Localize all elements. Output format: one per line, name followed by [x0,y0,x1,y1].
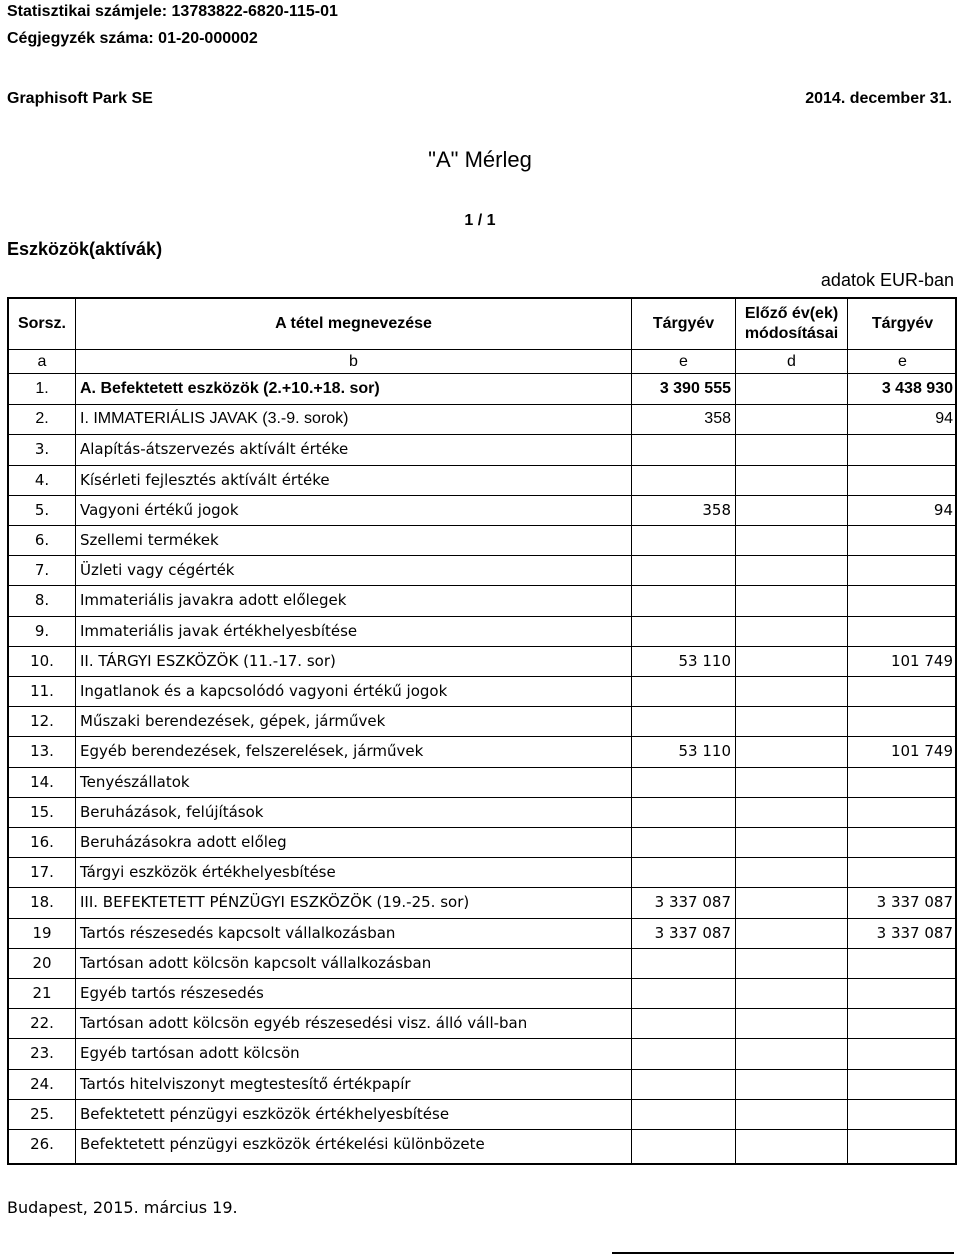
row-current-year [848,616,957,646]
row-prev-year: 358 [704,410,731,427]
col-header-current-year: Tárgyév [871,315,934,332]
row-current-year [848,1008,957,1038]
row-current-year: 3 337 087 [876,924,953,942]
row-prev-year: 358 [702,501,731,519]
row-number: 3. [34,440,50,458]
row-modifications [736,1008,847,1038]
col-header-name: A tétel megnevezése [275,315,432,332]
row-number: 11. [30,682,54,700]
row-modifications [736,887,847,917]
row-prev-year: 53 110 [678,742,731,760]
row-name: Üzleti vagy cégérték [80,561,235,579]
row-current-year [848,948,957,978]
row-modifications [736,525,847,555]
row-current-year [848,767,957,797]
row-name: Immateriális javak értékhelyesbítése [80,622,358,640]
row-name: Tartós hitelviszonyt megtestesítő értékpapír [80,1075,411,1093]
registration-number: Cégjegyzék száma: 01-20-000002 [7,30,258,47]
row-prev-year: 3 337 087 [654,924,731,942]
row-number: 13. [30,742,54,760]
row-current-year [848,676,957,706]
row-prev-year [632,676,735,706]
row-name: Befektetett pénzügyi eszközök értékelési különbözete [80,1135,485,1153]
row-current-year [848,827,957,857]
company-name: Graphisoft Park SE [7,90,153,107]
row-modifications [736,978,847,1008]
row-prev-year [632,1008,735,1038]
row-modifications [736,1099,847,1129]
row-name: Tenyészállatok [80,773,190,791]
row-name: Immateriális javakra adott előlegek [80,591,347,609]
row-modifications [736,404,847,434]
col-header-modifications-line1: Előző év(ek) [744,305,839,322]
row-name: Beruházások, felújítások [80,803,264,821]
row-number: 10. [30,652,54,670]
col-header-sorsz: Sorsz. [17,315,66,332]
row-modifications [736,827,847,857]
row-modifications [736,465,847,495]
row-current-year [848,1129,957,1159]
row-prev-year [632,978,735,1008]
row-prev-year [632,706,735,736]
row-number: 8. [34,591,50,609]
row-modifications [736,616,847,646]
row-number: 21 [32,984,52,1002]
row-modifications [736,948,847,978]
row-current-year [848,1038,957,1068]
row-current-year [848,1099,957,1129]
row-name: Műszaki berendezések, gépek, járművek [80,712,386,730]
row-number: 23. [30,1044,54,1062]
col-header-modifications-line2: módosításai [744,325,839,342]
row-number: 17. [30,863,54,881]
row-modifications [736,434,847,464]
row-current-year [848,706,957,736]
row-prev-year [632,434,735,464]
row-prev-year [632,797,735,827]
row-current-year: 94 [933,501,953,519]
row-prev-year [632,1069,735,1099]
row-number: 2. [35,410,49,427]
row-modifications [736,1129,847,1159]
row-name: Tartósan adott kölcsön egyéb részesedési visz. álló váll-ban [80,1014,528,1032]
row-number: 14. [30,773,54,791]
row-current-year [848,797,957,827]
row-current-year: 101 749 [890,652,953,670]
row-modifications [736,585,847,615]
row-prev-year [632,767,735,797]
col-header-prev-year: Tárgyév [652,315,715,332]
row-modifications [736,736,847,766]
row-prev-year [632,827,735,857]
row-current-year [848,857,957,887]
row-number: 5. [34,501,50,519]
row-number: 18. [30,893,54,911]
row-prev-year [632,857,735,887]
row-prev-year [632,1099,735,1129]
row-number: 20 [32,954,52,972]
row-current-year: 101 749 [890,742,953,760]
row-prev-year: 53 110 [678,652,731,670]
document-title: "A" Mérleg [428,147,532,172]
row-number: 26. [30,1135,54,1153]
row-modifications [736,918,847,948]
row-modifications [736,706,847,736]
row-current-year [848,1069,957,1099]
signature-line [612,1252,954,1254]
row-name: Egyéb tartós részesedés [80,984,264,1002]
page-number: 1 / 1 [464,212,496,229]
row-current-year [848,525,957,555]
row-prev-year [632,555,735,585]
row-number: 1. [35,380,49,397]
row-current-year [848,465,957,495]
row-name: Tartós részesedés kapcsolt vállalkozásban [80,924,396,942]
row-name: Alapítás-átszervezés aktívált értéke [80,440,349,458]
row-number: 6. [34,531,50,549]
statistical-id: Statisztikai számjele: 13783822-6820-115-01 [7,3,338,20]
row-name: III. BEFEKTETETT PÉNZÜGYI ESZKÖZÖK (19.-25. sor) [80,893,470,911]
row-name: A. Befektetett eszközök (2.+10.+18. sor) [80,380,380,397]
row-prev-year [632,585,735,615]
row-number: 12. [30,712,54,730]
row-name: I. IMMATERIÁLIS JAVAK (3.-9. sorok) [80,410,349,427]
row-name: Egyéb berendezések, felszerelések, járművek [80,742,424,760]
row-modifications [736,646,847,676]
row-prev-year [632,616,735,646]
row-name: Szellemi termékek [80,531,219,549]
row-name: Beruházásokra adott előleg [80,833,287,851]
report-date: 2014. december 31. [805,90,952,107]
row-modifications [736,374,847,404]
row-name: Befektetett pénzügyi eszközök értékhelyesbítése [80,1105,450,1123]
row-name: Kísérleti fejlesztés aktívált értéke [80,471,330,489]
col-header-modifications [736,299,847,349]
row-number: 19 [32,924,52,942]
row-name: Ingatlanok és a kapcsolódó vagyoni értékű jogok [80,682,448,700]
col-letter-b: b [349,352,358,370]
row-name: Tárgyi eszközök értékhelyesbítése [80,863,336,881]
row-number: 9. [34,622,50,640]
row-prev-year [632,525,735,555]
row-current-year: 94 [935,410,953,427]
row-number: 24. [30,1075,54,1093]
row-current-year [848,434,957,464]
col-letter-a: a [37,352,47,370]
row-prev-year [632,1129,735,1159]
row-modifications [736,857,847,887]
place-and-date: Budapest, 2015. március 19. [7,1198,238,1217]
row-prev-year: 3 337 087 [654,893,731,911]
row-number: 15. [30,803,54,821]
row-name: Egyéb tartósan adott kölcsön [80,1044,300,1062]
row-current-year: 3 337 087 [876,893,953,911]
units-note: adatok EUR-ban [820,270,954,290]
row-number: 16. [30,833,54,851]
row-modifications [736,1069,847,1099]
col-letter-c: e [679,352,688,370]
row-current-year: 3 438 930 [881,380,953,397]
row-modifications [736,676,847,706]
row-prev-year: 3 390 555 [659,380,731,397]
row-modifications [736,767,847,797]
row-number: 7. [34,561,50,579]
balance-sheet-table [7,297,957,1165]
row-modifications [736,495,847,525]
row-name: II. TÁRGYI ESZKÖZÖK (11.-17. sor) [80,652,336,670]
row-current-year [848,585,957,615]
section-title: Eszközök(aktívák) [7,239,163,259]
row-prev-year [632,465,735,495]
row-prev-year [632,1038,735,1068]
row-modifications [736,555,847,585]
row-number: 22. [30,1014,54,1032]
row-current-year [848,978,957,1008]
col-letter-d: d [787,352,796,370]
row-number: 4. [34,471,50,489]
row-modifications [736,797,847,827]
row-modifications [736,1038,847,1068]
row-name: Vagyoni értékű jogok [80,501,239,519]
col-letter-e: e [898,352,907,370]
row-prev-year [632,948,735,978]
row-number: 25. [30,1105,54,1123]
row-current-year [848,555,957,585]
row-name: Tartósan adott kölcsön kapcsolt vállalkozásban [80,954,432,972]
